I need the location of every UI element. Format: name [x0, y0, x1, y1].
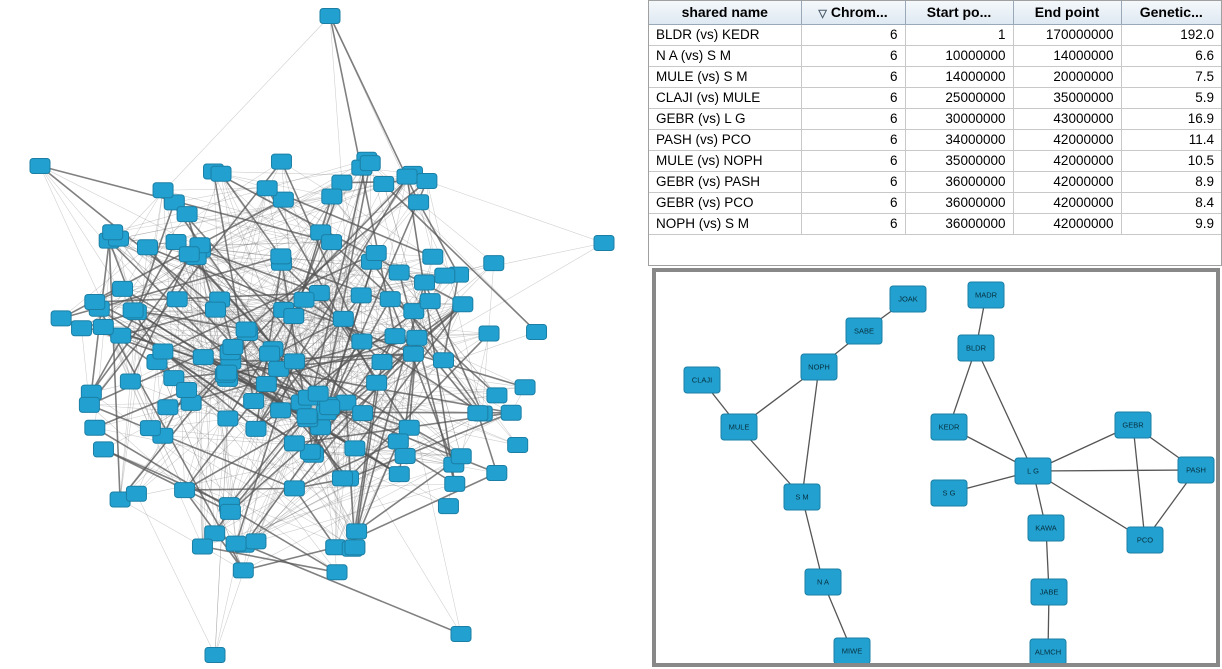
big-network-node[interactable] — [205, 302, 225, 317]
table-row[interactable] — [649, 24, 1221, 45]
big-network-node[interactable] — [487, 466, 507, 481]
small-network-panel[interactable] — [652, 268, 1220, 667]
table-row[interactable] — [649, 171, 1221, 192]
big-network-node[interactable] — [153, 344, 173, 359]
shared-name-header-label: shared name — [681, 4, 768, 21]
cell-end_point: 42000000 — [1013, 192, 1121, 213]
cell-chromosome: 6 — [801, 192, 905, 213]
cell-chromosome: 6 — [801, 24, 905, 45]
end-point-header-label: End point — [1034, 4, 1100, 21]
big-network-node[interactable] — [347, 524, 367, 539]
big-network-node[interactable] — [211, 166, 231, 181]
big-network-edge — [118, 16, 330, 239]
cell-shared_name: PASH (vs) PCO — [649, 129, 801, 150]
node-label: NOPH — [808, 362, 830, 372]
big-network-node[interactable] — [246, 421, 266, 436]
big-network-node[interactable] — [140, 421, 160, 436]
cell-end_point: 42000000 — [1013, 213, 1121, 234]
node-label: MADR — [974, 290, 998, 300]
node-label: MIWE — [841, 646, 863, 656]
big-network-node[interactable] — [594, 236, 614, 251]
column-header-end-point[interactable] — [1013, 1, 1121, 24]
big-network-node[interactable] — [284, 354, 304, 369]
big-network-node[interactable] — [374, 177, 394, 192]
big-network-node[interactable] — [389, 265, 409, 280]
cell-genetic: 7.5 — [1121, 66, 1221, 87]
big-network-node[interactable] — [451, 449, 471, 464]
cell-start_point: 36000000 — [905, 213, 1013, 234]
node-label: SABE — [853, 326, 875, 336]
big-network-node[interactable] — [367, 375, 387, 390]
big-network-node[interactable] — [327, 565, 347, 580]
big-network-edge — [136, 494, 215, 655]
big-network-node[interactable] — [294, 292, 314, 307]
big-network-node[interactable] — [158, 400, 178, 415]
big-network-node[interactable] — [271, 403, 291, 418]
cell-start_point: 34000000 — [905, 129, 1013, 150]
big-network-node[interactable] — [123, 303, 143, 318]
big-network-node[interactable] — [320, 9, 340, 24]
big-network-node[interactable] — [451, 627, 471, 642]
big-network-node[interactable] — [435, 268, 455, 283]
cell-end_point: 43000000 — [1013, 108, 1121, 129]
node-label: KEDR — [938, 422, 960, 432]
big-network-node[interactable] — [345, 441, 365, 456]
big-network-edge — [427, 181, 604, 243]
big-network-node[interactable] — [420, 294, 440, 309]
cell-genetic: 5.9 — [1121, 87, 1221, 108]
big-network-node[interactable] — [226, 536, 246, 551]
big-network-node[interactable] — [284, 436, 304, 451]
cell-chromosome: 6 — [801, 171, 905, 192]
cell-start_point: 1 — [905, 24, 1013, 45]
cell-chromosome: 6 — [801, 87, 905, 108]
table-row[interactable] — [649, 129, 1221, 150]
edge-table-head — [649, 1, 1221, 24]
cell-shared_name: MULE (vs) NOPH — [649, 150, 801, 171]
table-row[interactable] — [649, 108, 1221, 129]
cell-chromosome: 6 — [801, 213, 905, 234]
cell-chromosome: 6 — [801, 45, 905, 66]
node-label: GEBR — [1122, 420, 1144, 430]
big-network-node[interactable] — [284, 481, 304, 496]
cell-shared_name: GEBR (vs) L G — [649, 108, 801, 129]
cell-start_point: 25000000 — [905, 87, 1013, 108]
table-row[interactable] — [649, 45, 1221, 66]
big-network-node[interactable] — [351, 288, 371, 303]
big-network-node[interactable] — [177, 383, 197, 398]
big-network-node[interactable] — [103, 225, 123, 240]
big-network-node[interactable] — [30, 159, 50, 174]
column-header-shared-name[interactable] — [649, 1, 801, 24]
cell-chromosome: 6 — [801, 150, 905, 171]
table-header-row — [649, 1, 1221, 24]
big-network-node[interactable] — [423, 249, 443, 264]
big-network-node[interactable] — [403, 346, 423, 361]
big-network-node[interactable] — [175, 483, 195, 498]
big-network-node[interactable] — [193, 350, 213, 365]
big-network-node[interactable] — [385, 329, 405, 344]
cell-genetic: 192.0 — [1121, 24, 1221, 45]
table-row[interactable] — [649, 87, 1221, 108]
cell-shared_name: GEBR (vs) PASH — [649, 171, 801, 192]
big-network-edge — [330, 16, 342, 183]
small-network-edge — [1133, 425, 1145, 540]
big-network-node[interactable] — [468, 406, 488, 421]
big-network-node[interactable] — [332, 175, 352, 190]
big-network-edge — [120, 500, 202, 547]
cell-start_point: 36000000 — [905, 192, 1013, 213]
big-network-node[interactable] — [333, 311, 353, 326]
cell-start_point: 30000000 — [905, 108, 1013, 129]
big-network-node[interactable] — [223, 339, 243, 354]
big-network-node[interactable] — [72, 321, 92, 336]
big-network-node[interactable] — [244, 394, 264, 409]
node-label: CLAJI — [691, 375, 713, 385]
cell-genetic: 6.6 — [1121, 45, 1221, 66]
cell-shared_name: NOPH (vs) S M — [649, 213, 801, 234]
big-network-node[interactable] — [85, 420, 105, 435]
node-label: N A — [816, 577, 830, 587]
node-label: S G — [942, 488, 956, 498]
big-network-node[interactable] — [308, 386, 328, 401]
big-network-node[interactable] — [345, 540, 365, 555]
big-network-node[interactable] — [233, 563, 253, 578]
cell-genetic: 11.4 — [1121, 129, 1221, 150]
big-network-node[interactable] — [256, 376, 276, 391]
cell-start_point: 35000000 — [905, 150, 1013, 171]
node-label: PCO — [1136, 535, 1154, 545]
big-network-edge — [244, 545, 461, 634]
big-network-node[interactable] — [353, 406, 373, 421]
cell-shared_name: CLAJI (vs) MULE — [649, 87, 801, 108]
big-network-node[interactable] — [51, 311, 71, 326]
big-network-node[interactable] — [257, 181, 277, 196]
big-network-node[interactable] — [93, 442, 113, 457]
cell-end_point: 35000000 — [1013, 87, 1121, 108]
big-network-node[interactable] — [395, 448, 415, 463]
cell-genetic: 16.9 — [1121, 108, 1221, 129]
big-network-node[interactable] — [389, 467, 409, 482]
big-network-node[interactable] — [93, 320, 113, 335]
genetic-header-label: Genetic... — [1139, 4, 1203, 21]
cell-shared_name: MULE (vs) S M — [649, 66, 801, 87]
node-label: MULE — [728, 422, 750, 432]
big-network-node[interactable] — [167, 292, 187, 307]
small-network-edges — [702, 295, 1196, 652]
small-network-edge — [1033, 470, 1196, 471]
cell-genetic: 8.9 — [1121, 171, 1221, 192]
big-network-node[interactable] — [260, 346, 280, 361]
node-label: S M — [795, 492, 809, 502]
big-network-node[interactable] — [218, 411, 238, 426]
big-network-node[interactable] — [434, 353, 454, 368]
cell-end_point: 20000000 — [1013, 66, 1121, 87]
big-network-node[interactable] — [515, 380, 535, 395]
big-network-node[interactable] — [508, 438, 528, 453]
big-network-edge — [202, 310, 215, 547]
big-network-node[interactable] — [479, 326, 499, 341]
filter-icon[interactable]: ▽ — [818, 8, 827, 21]
big-network-node[interactable] — [153, 183, 173, 198]
small-network-edge — [976, 348, 1033, 471]
edge-table-panel[interactable] — [648, 0, 1222, 266]
big-network-node[interactable] — [322, 189, 342, 204]
big-network-node[interactable] — [332, 471, 352, 486]
cell-start_point: 36000000 — [905, 171, 1013, 192]
big-network-node[interactable] — [438, 499, 458, 514]
big-network-node[interactable] — [236, 322, 256, 337]
column-header-genetic[interactable] — [1121, 1, 1221, 24]
big-network-node[interactable] — [407, 330, 427, 345]
big-network-node[interactable] — [205, 648, 225, 663]
start-point-header-label: Start po... — [926, 4, 992, 21]
table-row[interactable] — [649, 150, 1221, 171]
big-network-node[interactable] — [271, 154, 291, 169]
big-network-node[interactable] — [297, 409, 317, 424]
big-network-node[interactable] — [284, 309, 304, 324]
table-row[interactable] — [649, 213, 1221, 234]
column-header-start-point[interactable] — [905, 1, 1013, 24]
cell-genetic: 9.9 — [1121, 213, 1221, 234]
table-row[interactable] — [649, 66, 1221, 87]
node-label: L G — [1027, 466, 1039, 476]
cell-chromosome: 6 — [801, 66, 905, 87]
node-label: ALMCH — [1034, 647, 1062, 657]
cell-start_point: 14000000 — [905, 66, 1013, 87]
cell-end_point: 42000000 — [1013, 129, 1121, 150]
big-network-node[interactable] — [487, 388, 507, 403]
cell-end_point: 170000000 — [1013, 24, 1121, 45]
big-network-edge — [294, 488, 335, 547]
big-network-node[interactable] — [484, 256, 504, 271]
big-network-node[interactable] — [445, 476, 465, 491]
big-network-node[interactable] — [397, 169, 417, 184]
big-network-node[interactable] — [388, 434, 408, 449]
big-network-node[interactable] — [192, 539, 212, 554]
small-network-canvas[interactable] — [656, 272, 1216, 663]
big-network-node[interactable] — [409, 195, 429, 210]
big-network-node[interactable] — [79, 397, 99, 412]
table-row[interactable] — [649, 192, 1221, 213]
big-network-node[interactable] — [246, 534, 266, 549]
big-network-node[interactable] — [177, 207, 197, 222]
big-network-node[interactable] — [138, 240, 158, 255]
big-network-node[interactable] — [113, 281, 133, 296]
cell-genetic: 10.5 — [1121, 150, 1221, 171]
big-network-node[interactable] — [322, 235, 342, 250]
big-network-node[interactable] — [217, 365, 237, 380]
big-network-node[interactable] — [415, 275, 435, 290]
big-network-node[interactable] — [120, 374, 140, 389]
big-network-node[interactable] — [352, 334, 372, 349]
big-network-node[interactable] — [271, 249, 291, 264]
cell-shared_name: N A (vs) S M — [649, 45, 801, 66]
big-network-node[interactable] — [501, 405, 521, 420]
big-network-node[interactable] — [399, 420, 419, 435]
cell-shared_name: BLDR (vs) KEDR — [649, 24, 801, 45]
big-network-node[interactable] — [453, 297, 473, 312]
edge-table-body[interactable] — [649, 24, 1221, 234]
big-network-node[interactable] — [126, 486, 146, 501]
big-network-edge — [150, 362, 157, 428]
cell-start_point: 10000000 — [905, 45, 1013, 66]
node-label: PASH — [1186, 465, 1206, 475]
cell-end_point: 42000000 — [1013, 171, 1121, 192]
small-network-nodes[interactable] — [684, 282, 1214, 663]
node-label: BLDR — [965, 343, 987, 353]
big-network-node[interactable] — [220, 504, 240, 519]
edge-table[interactable] — [649, 1, 1221, 235]
cell-genetic: 8.4 — [1121, 192, 1221, 213]
chromosome-header-label: Chrom... — [830, 4, 888, 21]
cell-chromosome: 6 — [801, 129, 905, 150]
big-network-node[interactable] — [85, 294, 105, 309]
cell-chromosome: 6 — [801, 108, 905, 129]
cell-shared_name: GEBR (vs) PCO — [649, 192, 801, 213]
cell-end_point: 42000000 — [1013, 150, 1121, 171]
big-network-node[interactable] — [179, 247, 199, 262]
big-network-node[interactable] — [320, 400, 340, 415]
node-label: JABE — [1039, 587, 1059, 597]
big-network-edge — [136, 436, 162, 494]
big-network-node[interactable] — [527, 324, 547, 339]
big-network-node[interactable] — [372, 355, 392, 370]
big-network-node[interactable] — [417, 174, 437, 189]
small-network-edge — [802, 367, 819, 497]
big-network-node[interactable] — [360, 156, 380, 171]
cell-end_point: 14000000 — [1013, 45, 1121, 66]
big-network-node[interactable] — [366, 246, 386, 261]
node-label: JOAK — [898, 294, 918, 304]
column-header-chromosome[interactable] — [801, 1, 905, 24]
big-network-node[interactable] — [380, 292, 400, 307]
node-label: KAWA — [1035, 523, 1057, 533]
